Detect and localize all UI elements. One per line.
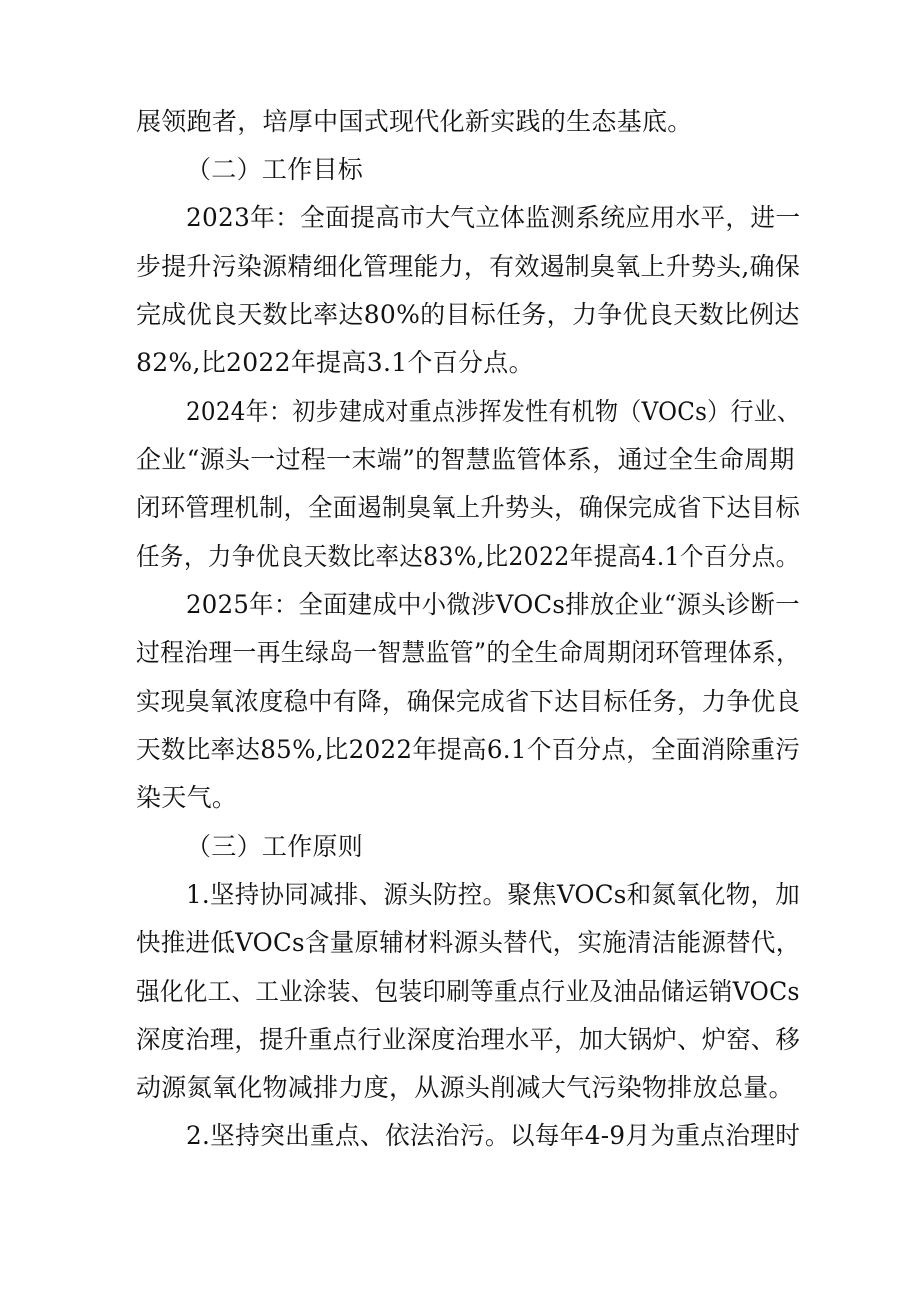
text-line: 天数比率达85%,比2022年提高6.1个百分点，全面消除重污	[136, 735, 801, 764]
text-line: 任务，力争优良天数比率达83%,比2022年提高4.1个百分点。	[136, 542, 800, 571]
text-line: 染天气。	[136, 783, 238, 812]
text-line: 闭环管理机制，全面遏制臭氧上升势头，确保完成省下达目标	[136, 493, 801, 522]
text-line: 2.坚持突出重点、依法治污。以每年4-9月为重点治理时	[186, 1121, 801, 1150]
text-line: 2024年：初步建成对重点涉挥发性有机物（VOCs）行业、	[186, 397, 801, 426]
text-line: 企业“源头一过程一末端”的智慧监管体系，通过全生命周期	[136, 445, 795, 474]
text-line: 完成优良天数比率达80%的目标任务，力争优良天数比例达	[136, 300, 800, 329]
text-line: 深度治理，提升重点行业深度治理水平，加大锅炉、炉窑、移	[136, 1025, 801, 1054]
text-line: 动源氮氧化物减排力度，从源头削减大气污染物排放总量。	[136, 1073, 794, 1102]
text-line: 展领跑者，培厚中国式现代化新实践的生态基底。	[136, 107, 693, 136]
text-line: 步提升污染源精细化管理能力，有效遏制臭氧上升势头,确保	[136, 252, 801, 281]
text-line: 强化化工、工业涂装、包装印刷等重点行业及油品储运销VOCs	[136, 977, 800, 1006]
text-line: 82%,比2022年提高3.1个百分点。	[136, 348, 534, 377]
text-line: 2025年：全面建成中小微涉VOCs排放企业“源头诊断一	[186, 590, 800, 619]
text-line: 实现臭氧浓度稳中有降，确保完成省下达目标任务，力争优良	[136, 687, 801, 716]
section-heading-principles: （三）工作原则	[186, 832, 364, 861]
section-heading-goals: （二）工作目标	[186, 155, 364, 184]
text-line: 1.坚持协同减排、源头防控。聚焦VOCs和氮氧化物，加	[186, 880, 801, 909]
text-line: 2023年：全面提高市大气立体监测系统应用水平，进一	[186, 203, 801, 232]
text-line: 过程治理一再生绿岛一智慧监管”的全生命周期闭环管理体系，	[136, 638, 801, 667]
text-line: 快推进低VOCs含量原辅材料源头替代，实施清洁能源替代，	[136, 928, 801, 957]
